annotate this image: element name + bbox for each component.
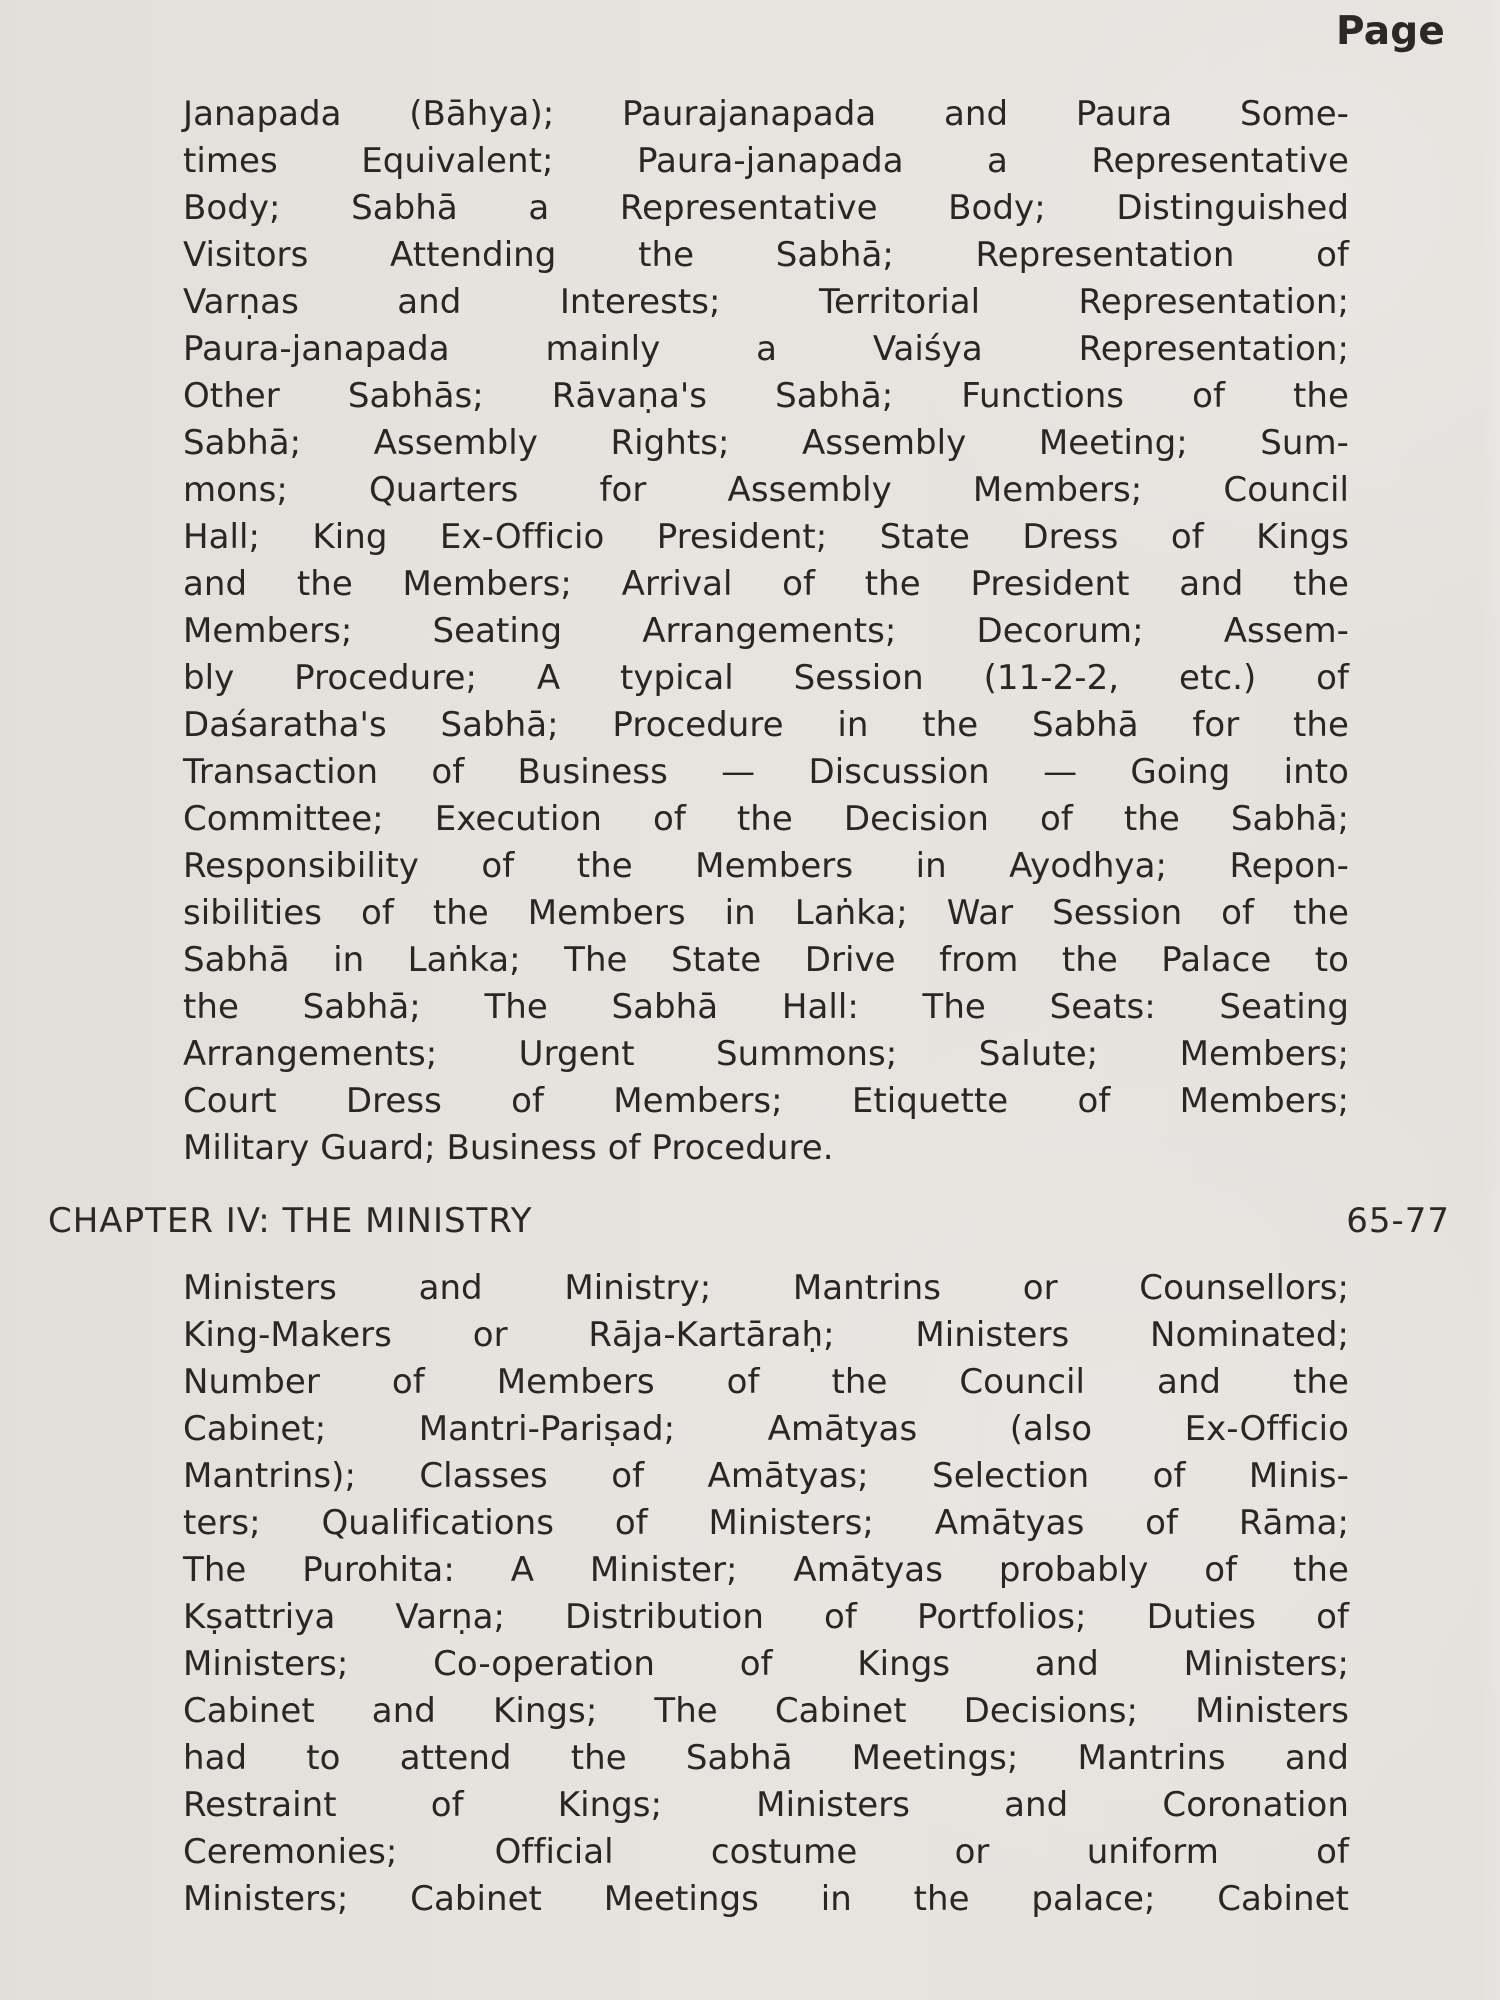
contents-line: Other Sabhās; Rāvaṇa's Sabhā; Functions of the <box>183 376 1349 416</box>
page-label: Page <box>1336 9 1446 54</box>
contents-line: Mantrins); Classes of Amātyas; Selection of Minis- <box>183 1456 1349 1496</box>
contents-line: Ceremonies; Official costume or uniform of <box>183 1832 1349 1872</box>
contents-line: Kṣattriya Varṇa; Distribution of Portfolios; Duties of <box>183 1597 1349 1637</box>
contents-line: times Equivalent; Paura-janapada a Representative <box>183 141 1349 181</box>
contents-line: the Sabhā; The Sabhā Hall: The Seats: Seating <box>183 987 1349 1027</box>
contents-line: Ministers and Ministry; Mantrins or Counsellors; <box>183 1268 1349 1308</box>
contents-line: Committee; Execution of the Decision of the Sabhā; <box>183 799 1349 839</box>
contents-line: bly Procedure; A typical Session (11-2-2, etc.) of <box>183 658 1349 698</box>
contents-line: Court Dress of Members; Etiquette of Members; <box>183 1081 1349 1121</box>
contents-line: sibilities of the Members in Laṅka; War Session of the <box>183 893 1349 933</box>
contents-line: The Purohita: A Minister; Amātyas probably of the <box>183 1550 1349 1590</box>
contents-line: Body; Sabhā a Representative Body; Distinguished <box>183 188 1349 228</box>
contents-line: ters; Qualifications of Ministers; Amātyas of Rāma; <box>183 1503 1349 1543</box>
contents-line: Hall; King Ex-Officio President; State Dress of Kings <box>183 517 1349 557</box>
chapter-page-range: 65-77 <box>1346 1201 1450 1241</box>
contents-line: Sabhā; Assembly Rights; Assembly Meeting; Sum- <box>183 423 1349 463</box>
contents-line: Sabhā in Laṅka; The State Drive from the Palace to <box>183 940 1349 980</box>
contents-line: Cabinet and Kings; The Cabinet Decisions; Ministers <box>183 1691 1349 1731</box>
contents-line: Members; Seating Arrangements; Decorum; Assem- <box>183 611 1349 651</box>
contents-line: Daśaratha's Sabhā; Procedure in the Sabhā for the <box>183 705 1349 745</box>
contents-line: Ministers; Co-operation of Kings and Ministers; <box>183 1644 1349 1684</box>
contents-line: and the Members; Arrival of the President and the <box>183 564 1349 604</box>
contents-section-bottom <box>183 1265 1349 1923</box>
contents-line: Varṇas and Interests; Territorial Representation; <box>183 282 1349 322</box>
contents-line: Arrangements; Urgent Summons; Salute; Members; <box>183 1034 1349 1074</box>
contents-line: Paura-janapada mainly a Vaiśya Representation; <box>183 329 1349 369</box>
contents-line: Number of Members of the Council and the <box>183 1362 1349 1402</box>
contents-line: King-Makers or Rāja-Kartāraḥ; Ministers Nominated; <box>183 1315 1349 1355</box>
contents-line: Cabinet; Mantri-Pariṣad; Amātyas (also Ex-Officio <box>183 1409 1349 1449</box>
contents-line: Ministers; Cabinet Meetings in the palace; Cabinet <box>183 1879 1349 1919</box>
contents-line: had to attend the Sabhā Meetings; Mantrins and <box>183 1738 1349 1778</box>
contents-line: mons; Quarters for Assembly Members; Council <box>183 470 1349 510</box>
contents-section-top <box>183 91 1349 1172</box>
contents-line: Visitors Attending the Sabhā; Representation of <box>183 235 1349 275</box>
contents-line: Responsibility of the Members in Ayodhya; Repon- <box>183 846 1349 886</box>
contents-line: Military Guard; Business of Procedure. <box>183 1128 834 1168</box>
contents-line: Janapada (Bāhya); Paurajanapada and Paura Some- <box>183 94 1349 134</box>
contents-line: Restraint of Kings; Ministers and Coronation <box>183 1785 1349 1825</box>
chapter-title: CHAPTER IV: THE MINISTRY <box>48 1201 533 1241</box>
contents-line: Transaction of Business — Discussion — Going into <box>183 752 1349 792</box>
